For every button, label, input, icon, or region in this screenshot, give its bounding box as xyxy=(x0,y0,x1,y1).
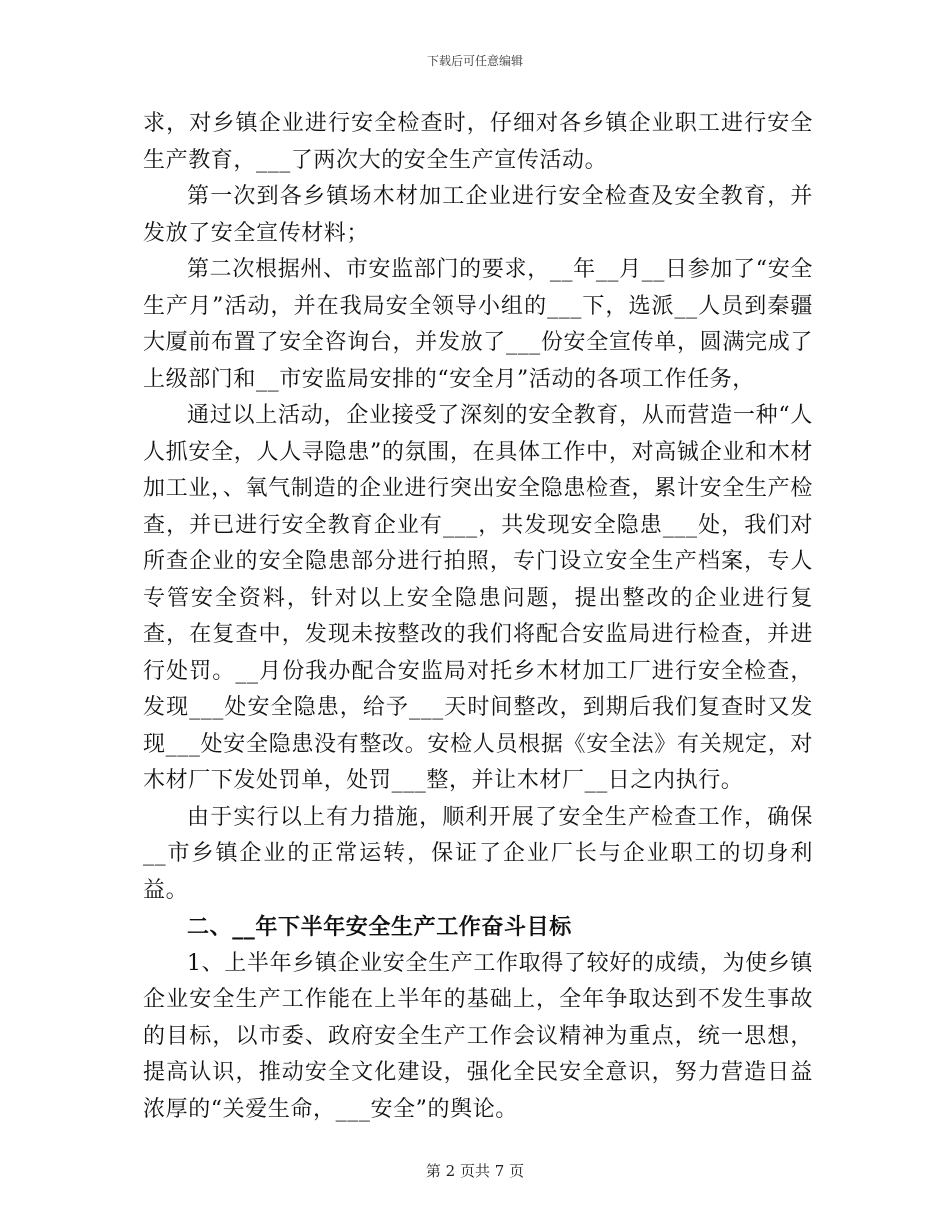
section-heading: 二、__年下半年安全生产工作奋斗目标 xyxy=(187,914,572,940)
page-footer: 第 2 页共 7 页 xyxy=(425,1162,525,1180)
paragraph-4: 通过以上活动，企业接受了深刻的安全教育，从而营造一种“人人抓安全，人人寻隐患”的氛围，在具体工作中，对高铖企业和木材加工业，、氧气制造的企业进行突出安全隐患检查，累计安全生产检查，并已进行安全教育企业有___，共发现安全隐患___处，我们对所查企业的安全隐患部分进行拍照，专门设立安全生产档案，专人专管安全资料，针对以上安全隐患问题，提出整改的企业进行复查，在复查中，发现未按整改的我们将配合安监局进行检查，并进行处罚。__月份我办配合安监局对托乡木材加工厂进行安全检查，发现___处安全隐患，给予___天时间整改，到期后我们复查时又发现___处安全隐患没有整改。安检人员根据《安全法》有关规定，对木材厂下发处罚单，处罚___整，并让木材厂__日之内执行。 xyxy=(143,403,813,793)
paragraph-3: 第二次根据州、市安监部门的要求，__年__月__日参加了“安全生产月”活动，并在我局安全领导小组的___下，选派__人员到秦疆大厦前布置了安全咨询台，并发放了___份安全宣传单，圆满完成了上级部门和__市安监局安排的“安全月”活动的各项工作任务， xyxy=(143,257,813,392)
paragraph-5: 由于实行以上有力措施，顺利开展了安全生产检查工作，确保__市乡镇企业的正常运转，保证了企业厂长与企业职工的切身利益。 xyxy=(143,804,813,903)
page-header: 下载后可任意编辑 xyxy=(426,54,523,68)
document-body xyxy=(143,106,813,1128)
paragraph-1: 求，对乡镇企业进行安全检查时，仔细对各乡镇企业职工进行安全生产教育，___了两次大的安全生产宣传活动。 xyxy=(143,111,813,173)
section-paragraph: 1、上半年乡镇企业安全生产工作取得了较好的成绩，为使乡镇企业安全生产工作能在上半年的基础上，全年争取达到不发生事故的目标，以市委、政府安全生产工作会议精神为重点，统一思想，提高认识，推动安全文化建设，强化全民安全意识，努力营造日益浓厚的“关爱生命，___安全”的舆论。 xyxy=(143,950,813,1122)
paragraph-2: 第一次到各乡镇场木材加工企业进行安全检查及安全教育，并发放了安全宣传材料； xyxy=(143,184,813,246)
